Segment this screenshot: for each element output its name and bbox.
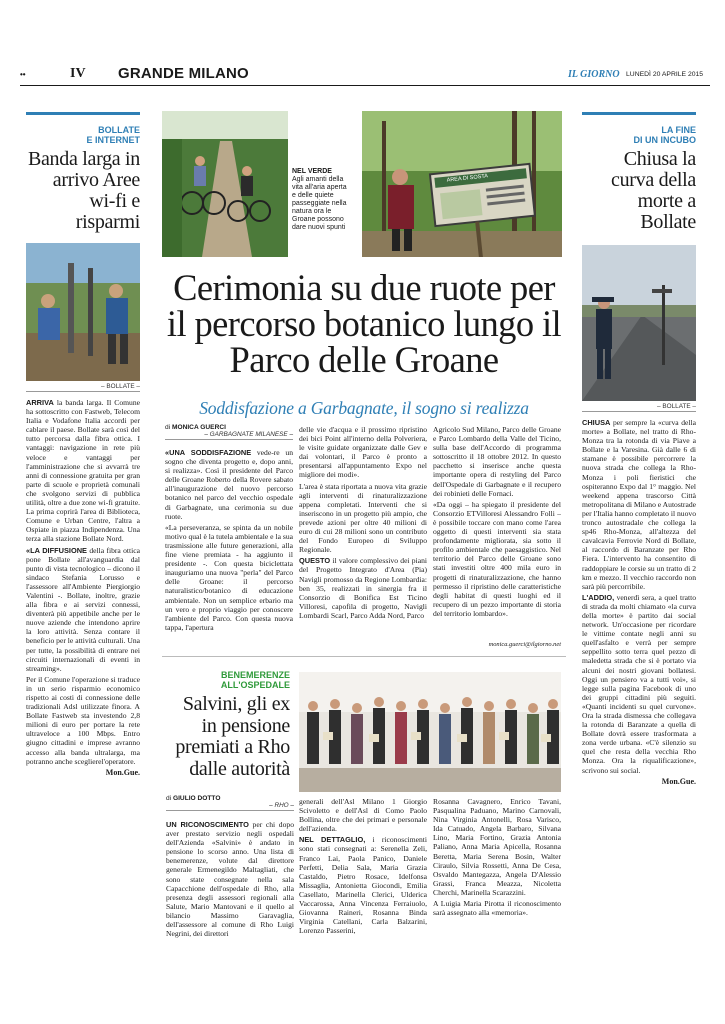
right-column	[582, 112, 696, 1012]
main-photo-cyclists	[162, 111, 288, 257]
right-kicker: LA FINE DI UN INCUBO	[633, 125, 696, 145]
section-title: GRANDE MILANO	[118, 65, 249, 82]
second-kicker: BENEMERENZE ALL'OSPEDALE	[220, 670, 290, 690]
issue-date: LUNEDÌ 20 APRILE 2015	[626, 71, 704, 78]
second-col-3: Rosanna Cavagnero, Enrico Tavani, Pasqualina Paduano, Marino Carnovali, Nina Virginia Antonelli, Rosa Varisco, Ida Catuado, Angela Barbaro, Silvana Lino, Maria Fortino, Grazia Antonia Paliano, Anna Maria Apicella, Rosanna Beretta, Maria Serena Bosin, Walter Ciraulo, Silvia Rossetti, Anna De Cesa, Osvaldo Mantegazza, Angela D'Alessio Grassi, Franca Meazza, Nicoletta Cherchi, Marinella Scarazzini. A Luigia Maria Pirotta il riconoscimento sarà assegnato alla «memoria».	[433, 797, 561, 918]
second-photo-group	[299, 672, 561, 792]
left-photo-workers	[26, 243, 140, 381]
left-title: Banda larga in arrivo Aree wi-fi e risparmi	[27, 148, 140, 233]
main-col-3: Agricolo Sud Milano, Parco delle Groane e Parco Lombardo della Valle del Ticino, sulla base dell'Accordo di programma sottoscritto il 18 ottobre 2012. In questo pacchetto si inserisce anche questa importante opera di restyling del Parco dell'Ospedale di Garbagnate e il recupero dei robinieti delle Fornaci. «Da oggi – ha spiegato il presidente del Consorzio ETVilloresi Alessandro Folli – è possibile toccare con mano come l'area oggetto di questi interventi sia stata profondamente migliorata, sia sotto il profilo ambientale che paesaggistico. Nel territorio del Parco delle Groane sono stati investiti oltre 400 mila euro in progetti di rinaturalizzazione, che hanno permesso il ripristino delle caratteristiche degli habitat di questi luoghi ed il recupero di un pezzo importante di storia del territorio lombardo».	[433, 425, 561, 618]
main-headline: Cerimonia su due ruote per il percorso botanico lungo il Parco delle Groane	[166, 267, 562, 380]
paper-logo: IL GIORNO	[568, 69, 620, 80]
second-col-2: generali dell'Asl Milano 1 Giorgio Scivoletto e dell'Asl di Como Paolo Bollina, oltre che dei primari e personale dell'azienda. NEL DETTAGLIO, i riconoscimenti sono stati consegnati a: Serenella Zeli, Franco Lai, Paola Panico, Daniele Perfetti, Delia Sala, Maria Grazia Castaldo, Pietro Rosace, Idelfonsa Missaglia, Antonietta Giocondi, Emilia Casellato, Marinella Clerici, Ulderica Vaccarossa, Anna Vincenza Ferraiuolo, Giovanna Raineri, Rosanna Binda Virginia Catellani, Carla Balzarini, Lorenzo Passerini,	[299, 797, 427, 936]
left-photo-caption: – BOLLATE –	[26, 383, 140, 392]
right-photo-road	[582, 245, 696, 401]
second-author-name: GIULIO DOTTO	[172, 795, 221, 802]
main-col-1: «UNA SODDISFAZIONE vede-re un sogno che diventa progetto e, dopo anni, si realizza». Così il presidente del Parco delle Groane Roberto della Rovere sabato all'inaugurazione del nuovo percorso botanico nel parco del vecchio ospedale di Garbagnate, una cerimonia su due ruote. «La perseveranza, se spinta da un nobile motivo qual è la tutela ambientale e la sua trasmissione alle future generazioni, alla fine viene premiata - ha aggiunto il presidente -. Con questa biciclettata inauguriamo una nuova "perla" del Parco delle Groane: il percorso naturalistico/botanico di educazione ambientale. Non un semplice erbario ma un vero e proprio viaggio per conoscere l'ambiente del Parco. Con questa nuova tappa, l'apertura	[165, 448, 293, 632]
right-p2-lead: L'ADDIO,	[582, 592, 615, 602]
main-dateline: – GARBAGNATE MILANESE –	[165, 431, 293, 440]
right-signature: Mon.Gue.	[661, 776, 696, 786]
right-title: Chiusa la curva della morte a Bollate	[611, 148, 696, 233]
author-name: MONICA GUERCI	[171, 424, 226, 431]
left-p2-lead: «LA DIFFUSIONE	[26, 545, 87, 555]
main-byline: di MONICA GUERCI – GARBAGNATE MILANESE –	[165, 424, 293, 438]
second-dateline: – RHO –	[166, 802, 294, 811]
main-email[interactable]: monica.guerci@ilgiorno.net	[488, 641, 561, 648]
left-article-body: ARRIVA la banda larga. Il Comune ha sottoscritto con Fastweb, Telecom Italia e Vodafone Italia accordi per cablare il paese. Bollate sarà così del tutto percorsa dalla fibra ottica. I vantaggi: navigazione in rete più veloce e vantaggi per l'amministrazione che si avvarrà tre anni di connessione gratuita per gran parte di scuole e proprietà comunali che svolgono servizi di pubblica utilità, oltre a due zone wi-fi gratuite. La prima coprirà l'area di Biblioteca, Comune e Urban Centre, l'altra a Ospiate in piazza Indipendenza. Una terza alla stazione Bollate Nord. «LA DIFFUSIONE della fibra ottica pone Bollate all'avanguardia dal punto di vista tecnologico – dicono il sindaco Stefania Lorusso e l'assessore all'Ambiente Piergiorgio Valentini -. Bollate, inoltre, grazie alla fibra e ai servizi connessi, diventerà più appetibile anche per le nuove aziende che intendono aprire la loro attività. Senza contare il beneficio per le attività culturali. Una per tutte, la possibilità di entrare nei circuiti internazionali di eventi in streaming». Per il Comune l'operazione si traduce in un serio risparmio economico rispetto ai costi di connessione delle tradizionali Adsl utilizzate finora. A Bollate Fastweb sta investendo 2,8 milioni di euro per portare la rete ultraveloce a 100 Mbps. Entro giugno cittadini e imprese avranno accesso alla banda ultralarga, ma potranno anche sceglierel'operatore.	[26, 398, 141, 766]
separator-main-second	[162, 656, 566, 657]
second-col-1: UN RICONOSCIMENTO per chi dopo aver prestato servizio negli ospedali dell'Azienda «Salvini» è andato in pensione lo scorso anno. Una lista di benemerenze, volute dal direttore generale Ermenegildo Maltagliati, che sono state consegnate nella sala Capacchione dell'ospedale di Rho, alla presenza degli assessori regionali alla Salute, Mario Mantovani e il quello al bilancio Massimo Garavaglia, dell'assessore al comune di Rho Luigi Negrini, dei direttori	[166, 820, 294, 939]
main-photo-sign	[362, 111, 562, 257]
main-col-2: delle vie d'acqua e il prossimo ripristino dei bici Point all'interno della Polveriera, le visite guidate organizzate dalle Gev e dai volontari, il Parco è pronto a presentarsi all'appuntamento Expo nel migliore dei modi». L'area è stata riportata a nuova vita grazie agli interventi di rinaturalizzazione appena completati. Interventi che si inseriscono in un progetto più ampio, che prevede azioni per oltre 40 milioni di euro di cui 28 milioni sono un contributo del Fondo Europeo di Sviluppo Regionale. QUESTO il valore complessivo dei piani del Progetto Integrato d'Area (Pia) Navigli promosso da Regione Lombardia: ben 35, realizzati in sinergia fra il Consorzio di Bonifica Est Ticino Villoresi, capofila di progetto, Navigli Lombardi Scarl, Parco Adda Nord, Parco	[299, 425, 427, 620]
main-subtitle: Soddisfazione a Garbagnate, il sogno si realizza	[199, 398, 529, 418]
sign-label: AREA DI SOSTA	[446, 173, 489, 184]
left-column	[26, 112, 140, 1012]
second-title: Salvini, gli ex in pensione premiati a Rho dalle autorità	[175, 693, 290, 780]
main-photo-caption: NEL VERDE Agli amanti della vita all'aria aperta e delle quiete passeggiate nella natura ora le Groane possono dare nuovi spunti	[292, 168, 350, 232]
right-p1-lead: CHIUSA	[582, 418, 611, 427]
second-byline: di GIULIO DOTTO – RHO –	[166, 795, 294, 809]
right-photo-caption: – BOLLATE –	[582, 403, 696, 412]
left-signature: Mon.Gue.	[105, 767, 140, 777]
page-number: IV	[70, 66, 86, 81]
right-article-body: CHIUSA per sempre la «curva della morte» a Bollate, nel tratto di Rho-Monza tra la rotonda di via Piave a Bollate e la Varesina. Già dalle 6 di stamane è possibile percorrere la nuova strada che collega la Rho-Monza i poli fieristici che ospiteranno Expo dal 1° maggio. Nel weekend appena trascorso Città metropolitana di Milano e Autostrade per l'Italia hanno completato il nuovo tronco autostradale che collega la sp46 Rho-Monza, all'altezza del cavalcavia Ferrovie Nord di Bollate, al raccordo di Baranzate per Rho Fiera. L'intervento ha consentito di raddoppiare le corsie su un tratto di 2 km e mezzo. Il vecchio raccordo non sarà più percorribile. L'ADDIO, venerdì sera, a quel tratto di strada da molti chiamato «la curva della morte» è partito dai social network. Un'occasione per ricordare le vittime contate negli anni su quell'asfalto e verrà per sempre seppellito sotto terra quel pezzo di maledetta strada che si è portato via alcuni dei nostri giovani bollatesi. Oggi un pensiero va a tutti voi», si legge sulla pagina Facebook di uno dei gruppi cittadini più seguiti. «Quanti incidenti su quel curvone». Ora la strada dismessa che collegava la rotonda di Baranzate a quella di Bollate dovrà essere trasformata a zona verde urbana. «C'è silenzio su quel che resta della vecchia Rho Monza. Ora la riqualificazione», scrivono sui social.	[582, 418, 696, 775]
page-dots: ••	[20, 70, 26, 79]
left-kicker: BOLLATE E INTERNET	[86, 125, 140, 145]
left-p1-lead: ARRIVA	[26, 398, 54, 407]
page-header	[20, 64, 710, 86]
caption-title: NEL VERDE	[292, 168, 332, 175]
